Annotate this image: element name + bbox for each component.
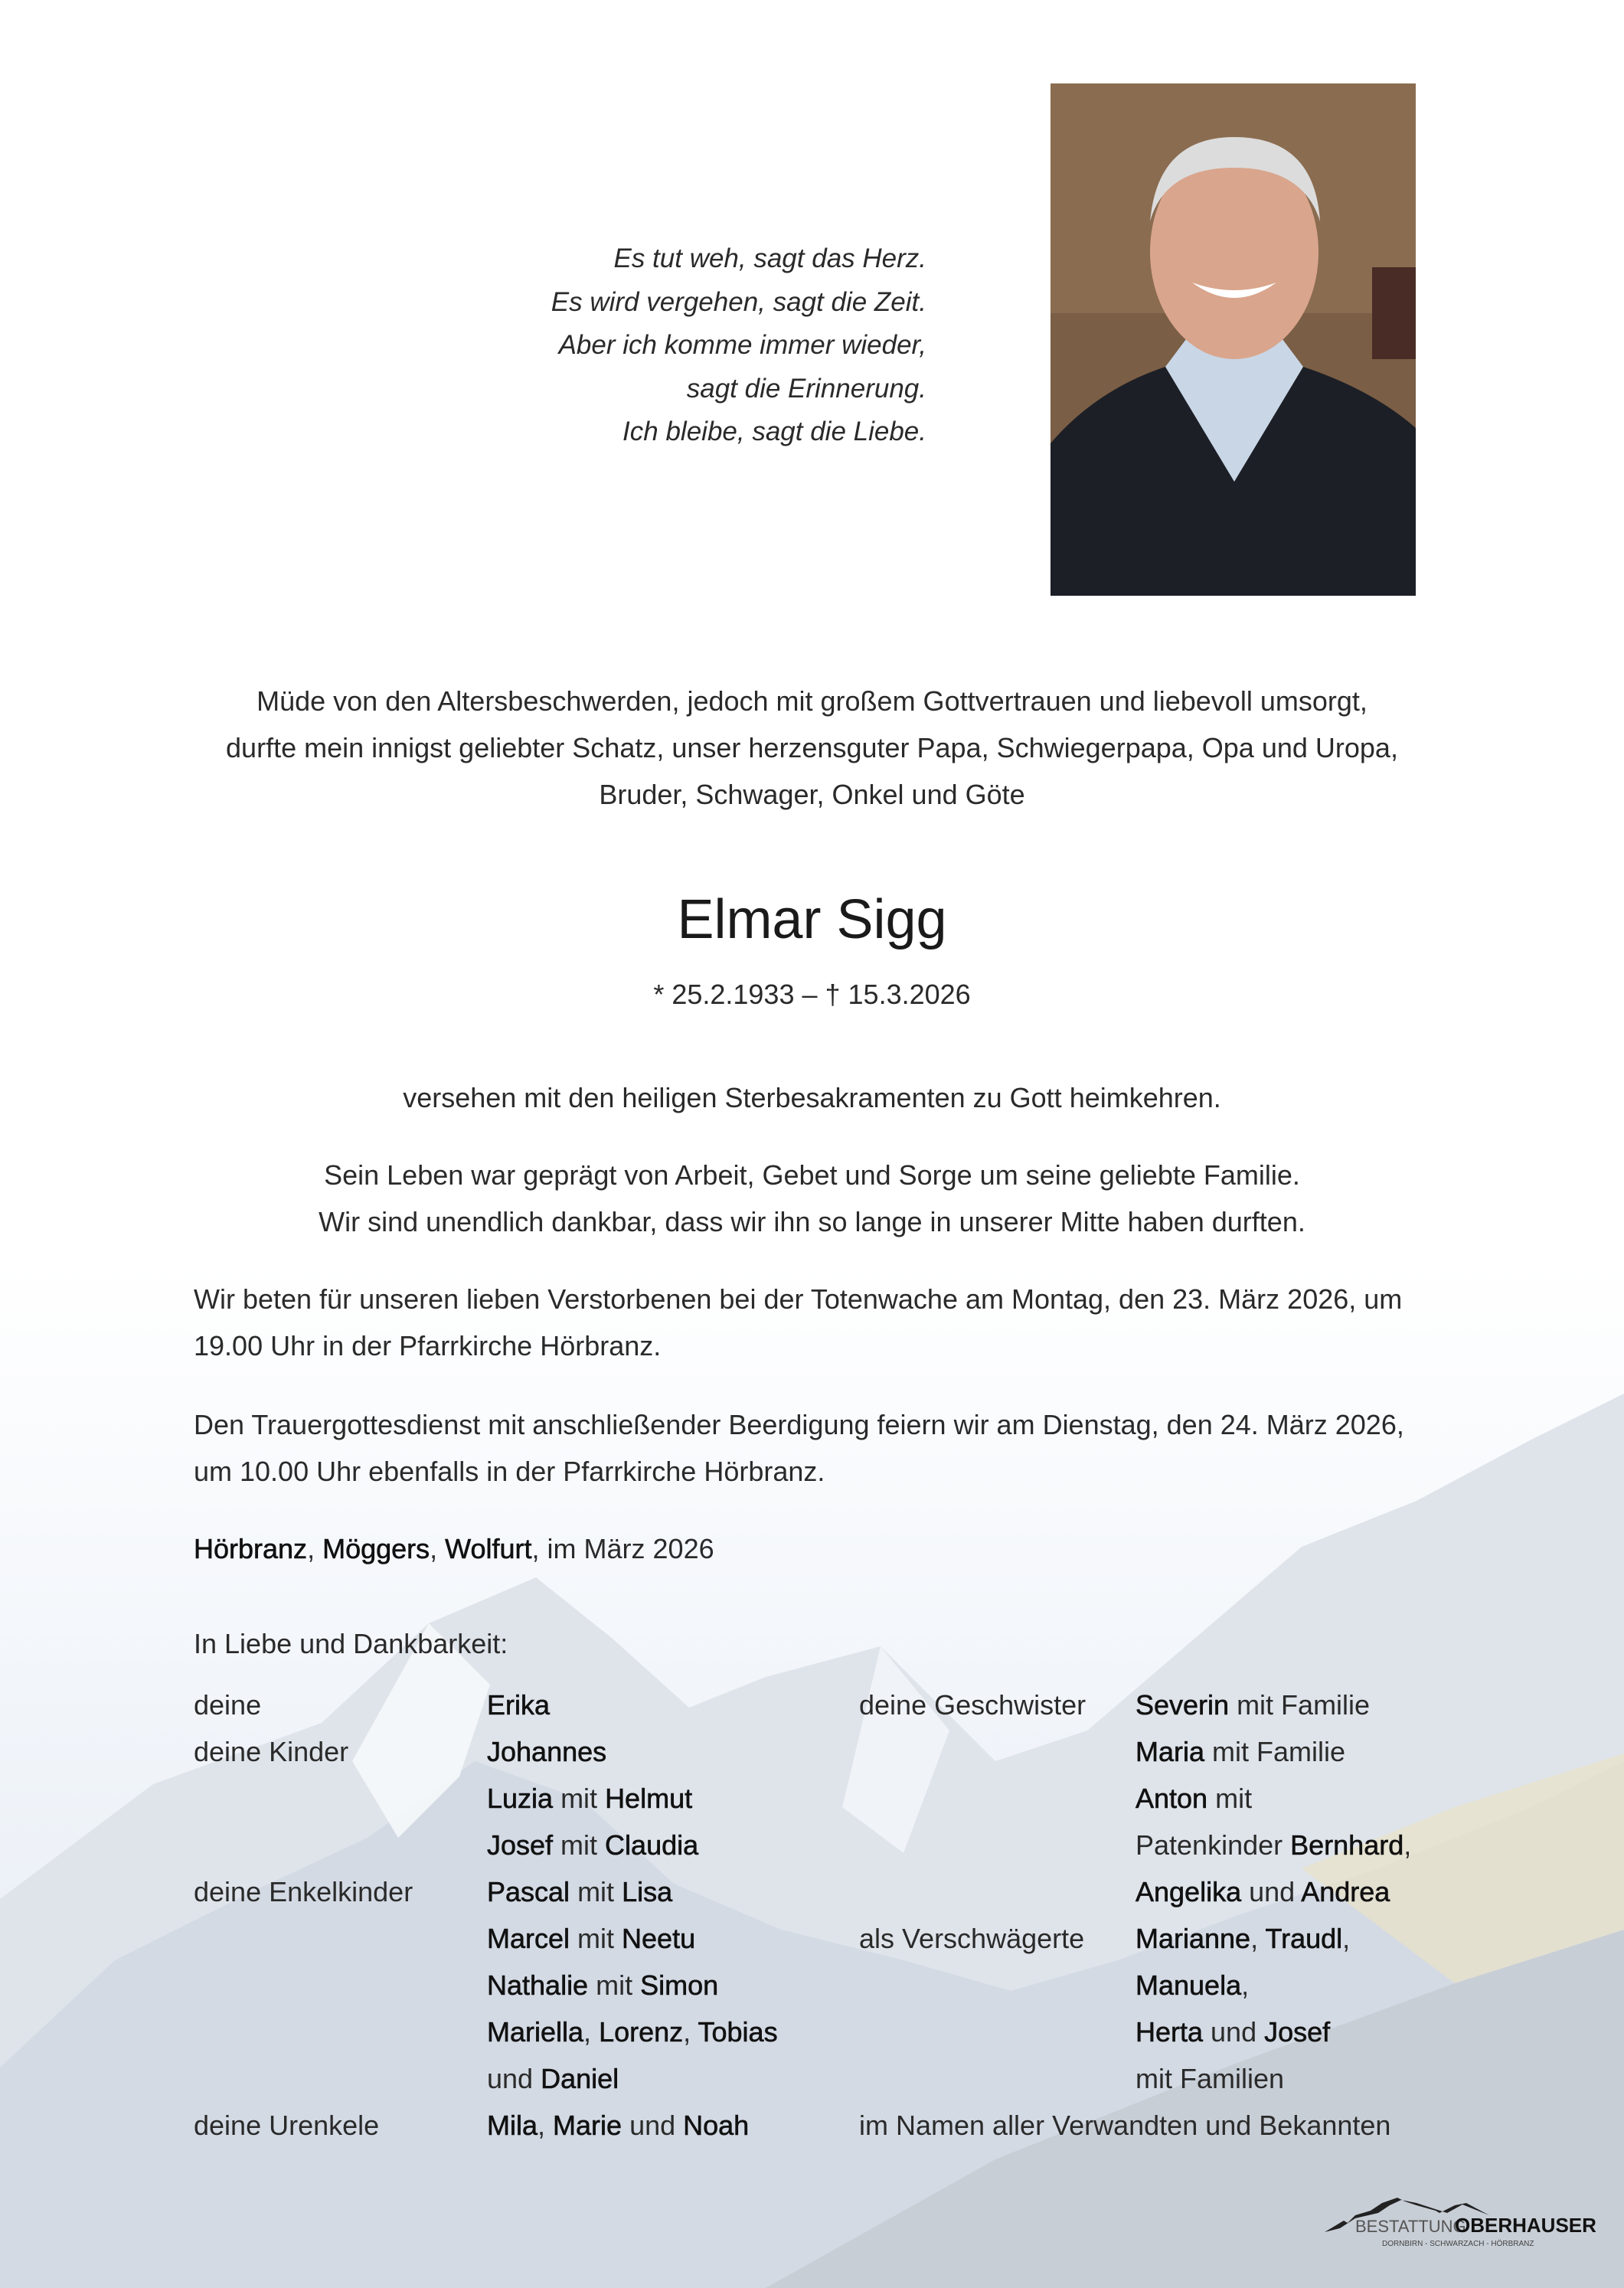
connector-text: und xyxy=(487,2063,541,2094)
mourner-name: Helmut xyxy=(605,1783,693,1814)
town: Möggers xyxy=(322,1533,430,1564)
mourner-names xyxy=(1135,1682,1370,1728)
mourner-names xyxy=(487,1682,550,1728)
intro-line: durfte mein innigst geliebter Schatz, unser herzensguter Papa, Schwiegerpapa, Opa und Uropa, xyxy=(226,732,1398,763)
deceased-name: Elmar Sigg xyxy=(677,889,947,950)
connector-text: mit Familien xyxy=(1135,2063,1285,2094)
mourner-names xyxy=(1135,1728,1345,1775)
mourner-names xyxy=(1135,1822,1411,1868)
mourner-name: Daniel xyxy=(541,2063,619,2094)
mourner-name: Bernhard xyxy=(1290,1829,1404,1861)
logo-word1: BESTATTUNG xyxy=(1355,2217,1466,2236)
poem-line: Es wird vergehen, sagt die Zeit. xyxy=(551,286,926,317)
poem xyxy=(551,237,926,454)
life-line: Wir sind unendlich dankbar, dass wir ihn so lange in unserer Mitte haben durften. xyxy=(319,1206,1305,1237)
mourner-names xyxy=(487,1775,692,1822)
poem-line: sagt die Erinnerung. xyxy=(686,373,926,404)
mourner-name: Neetu xyxy=(622,1923,696,1954)
connector-text: und xyxy=(1203,2016,1265,2048)
place-date-text: , im März 2026 xyxy=(531,1533,714,1564)
life-dates: * 25.2.1933 – † 15.3.2026 xyxy=(653,979,971,1010)
intro-line: Müde von den Altersbeschwerden, jedoch mit großem Gottvertrauen und liebevoll umsorgt, xyxy=(257,685,1367,717)
sacraments-text: versehen mit den heiligen Sterbesakramenten zu Gott heimkehren. xyxy=(403,1082,1221,1113)
mourner-name: Angelika xyxy=(1135,1876,1242,1907)
logo-word2: OBERHAUSER xyxy=(1455,2214,1596,2237)
mourner-name: Marianne xyxy=(1135,1923,1251,1954)
funeral-line: Den Trauergottesdienst mit anschließender Beerdigung feiern wir am Dienstag, den 24. März 2026, xyxy=(194,1409,1404,1440)
mourner-name: Pascal xyxy=(487,1876,570,1907)
connector-text: und xyxy=(1241,1876,1302,1907)
relation-label xyxy=(194,1682,261,1728)
mourner-name: Josef xyxy=(1264,2016,1331,2048)
logo-places: DORNBIRN - SCHWARZACH - HÖRBRANZ xyxy=(1382,2240,1534,2248)
mourner-names xyxy=(487,1868,672,1915)
funeral-paragraph xyxy=(194,1401,1426,1495)
connector-text: , xyxy=(1342,1923,1351,1954)
intro-line: Bruder, Schwager, Onkel und Göte xyxy=(599,779,1025,810)
funeral-line: um 10.00 Uhr ebenfalls in der Pfarrkirche Hörbranz. xyxy=(194,1456,825,1487)
connector-text: deine xyxy=(194,1689,262,1721)
mourner-names xyxy=(1135,1915,1350,1962)
mourner-names xyxy=(487,2102,749,2149)
relation-label xyxy=(859,1682,1086,1728)
connector-text: , xyxy=(583,2016,600,2048)
mourner-names xyxy=(1135,1775,1252,1822)
mourner-name: Marcel xyxy=(487,1923,570,1954)
connector-text: deine Kinder xyxy=(194,1736,349,1767)
mourner-name: Lorenz xyxy=(599,2016,684,2048)
connector-text: , xyxy=(1241,1969,1250,2001)
mourner-name: Noah xyxy=(683,2110,750,2141)
relation-label xyxy=(194,2102,379,2149)
mourner-name: Maria xyxy=(1135,1736,1205,1767)
mourner-names xyxy=(1135,1962,1249,2009)
mourner-names xyxy=(487,2055,619,2102)
connector-text: Patenkinder xyxy=(1135,1829,1291,1861)
mourner-name: Josef xyxy=(487,1829,554,1861)
mourner-name: Manuela xyxy=(1135,1969,1242,2001)
thanks-heading: In Liebe und Dankbarkeit: xyxy=(194,1628,508,1659)
mourner-name: Erika xyxy=(487,1689,551,1721)
connector-text: mit xyxy=(1207,1783,1253,1814)
connector-text: mit Familie xyxy=(1229,1689,1371,1721)
portrait-photo xyxy=(1051,83,1416,596)
connector-text: mit xyxy=(588,1969,641,2001)
life-paragraph xyxy=(0,1152,1624,1245)
poem-line: Aber ich komme immer wieder, xyxy=(558,330,926,360)
mourner-name: Johannes xyxy=(487,1736,607,1767)
mourner-name: Marie xyxy=(553,2110,622,2141)
connector-text: deine Geschwister xyxy=(859,1689,1086,1721)
mourner-names xyxy=(487,1962,718,2009)
connector-text: als Verschwägerte xyxy=(859,1923,1085,1954)
mourner-name: Mariella xyxy=(487,2016,584,2048)
mourner-name: Andrea xyxy=(1301,1876,1390,1907)
connector-text: , xyxy=(683,2016,698,2048)
connector-text: mit xyxy=(570,1923,622,1954)
connector-text: und xyxy=(622,2110,684,2141)
connector-text: deine Enkelkinder xyxy=(194,1876,413,1907)
connector-text: mit xyxy=(553,1829,606,1861)
relation-label xyxy=(194,1728,348,1775)
poem-line: Es tut weh, sagt das Herz. xyxy=(613,244,926,273)
wake-line: 19.00 Uhr in der Pfarrkirche Hörbranz. xyxy=(194,1330,662,1361)
connector-text: mit xyxy=(570,1876,622,1907)
town: Wolfurt xyxy=(445,1533,532,1564)
mourner-name: Anton xyxy=(1135,1783,1208,1814)
connector-text: , xyxy=(1403,1829,1412,1861)
connector-text: deine Urenkele xyxy=(194,2110,380,2141)
mourner-name: Lisa xyxy=(622,1876,673,1907)
mourner-names xyxy=(1135,1868,1390,1915)
relation-label xyxy=(859,1915,1084,1962)
mourner-name: Severin xyxy=(1135,1689,1230,1721)
funeral-home-logo xyxy=(1325,2194,1600,2263)
mourner-name: Traudl xyxy=(1265,1923,1343,1954)
mourner-name: Tobias xyxy=(698,2016,778,2048)
mountain-logo-icon xyxy=(1325,2194,1600,2263)
mourner-names xyxy=(487,2009,778,2055)
mourner-name: Simon xyxy=(640,1969,719,2001)
relation-label xyxy=(859,2102,1390,2149)
mourner-name: Herta xyxy=(1135,2016,1204,2048)
mourner-names xyxy=(487,1822,698,1868)
mourner-name: Mila xyxy=(487,2110,538,2141)
connector-text: mit Familie xyxy=(1204,1736,1346,1767)
mourner-names xyxy=(1135,2055,1284,2102)
intro-paragraph xyxy=(0,678,1624,818)
mourner-name: Nathalie xyxy=(487,1969,589,2001)
mourner-name: Luzia xyxy=(487,1783,554,1814)
life-line: Sein Leben war geprägt von Arbeit, Gebet und Sorge um seine geliebte Familie. xyxy=(324,1159,1300,1191)
poem-line: Ich bleibe, sagt die Liebe. xyxy=(622,417,926,446)
place-date: Hörbranz, Möggers, Wolfurt, im März 2026 xyxy=(194,1533,714,1564)
town: Hörbranz xyxy=(194,1533,308,1564)
mourner-names xyxy=(487,1915,695,1962)
connector-text: im Namen aller Verwandten und Bekannten xyxy=(859,2110,1391,2141)
wake-line: Wir beten für unseren lieben Verstorbenen bei der Totenwache am Montag, den 23. März 2026, um xyxy=(194,1283,1403,1315)
connector-text: mit xyxy=(553,1783,606,1814)
wake-paragraph xyxy=(194,1276,1426,1369)
mourner-name: Claudia xyxy=(605,1829,699,1861)
mourner-names xyxy=(1135,2009,1330,2055)
relation-label xyxy=(194,1868,413,1915)
mourner-names xyxy=(487,1728,606,1775)
connector-text: , xyxy=(538,2110,554,2141)
connector-text: , xyxy=(1250,1923,1266,1954)
